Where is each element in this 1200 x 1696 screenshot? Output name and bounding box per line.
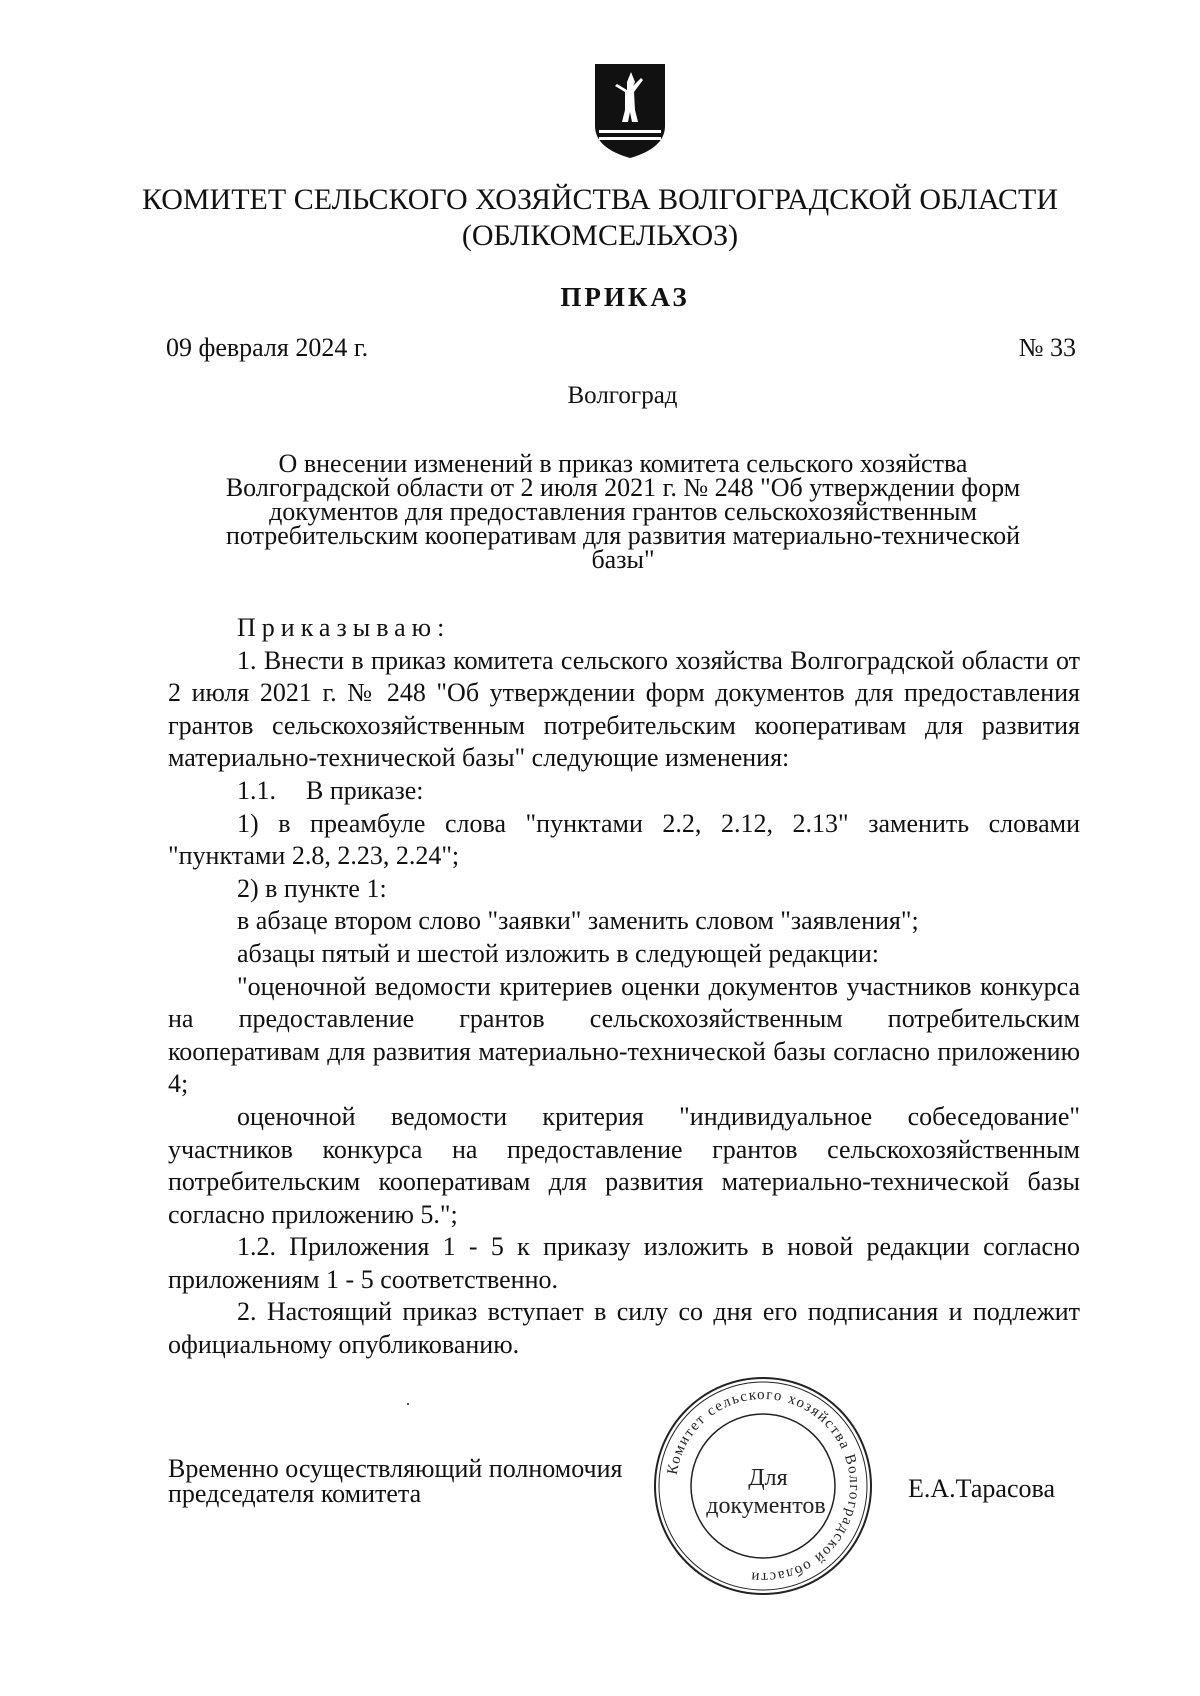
stamp-ring-text: Комитет сельского хозяйства Волгоградской области [664,1386,863,1586]
coat-of-arms-emblem [591,60,669,160]
title-line: О внесении изменений в приказ комитета сельского хозяйства [278,449,968,478]
title-line: базы" [591,545,655,574]
paragraph-1-2: 1.2. Приложения 1 - 5 к приказу изложить в новой редакции согласно приложениям 1 - 5 соответственно. [168,1232,1080,1294]
document-number: № 33 [1018,333,1076,362]
signatory-position [168,1456,623,1506]
document-body [168,612,1080,1362]
title-line: потребительским кооперативам для развития материально-технической [226,521,1020,550]
paragraph-1-1-a: 1) в преамбуле слова "пунктами 2.2, 2.12, 2.13" заменить словами "пунктами 2.8, 2.23, 2.24"; [168,808,1080,871]
paragraph-1-1-number: 1.1. [237,775,276,805]
org-line-2: (ОБЛКОМСЕЛЬХОЗ) [461,219,739,252]
paragraph-1-1-b-1: в абзаце втором слово "заявки" заменить словом "заявления"; [237,906,919,936]
org-line-1: КОМИТЕТ СЕЛЬСКОГО ХОЗЯЙСТВА ВОЛГОГРАДСКОЙ ОБЛАСТИ [141,183,1059,216]
title-line: Волгоградской области от 2 июля 2021 г. № 248 "Об утверждении форм [225,473,1021,502]
scan-speck [407,1403,409,1405]
paragraph-2: 2. Настоящий приказ вступает в силу со дня его подписания и подлежит официальному опубликованию. [168,1297,1080,1360]
quote-paragraph-2: оценочной ведомости критерия "индивидуальное собеседование" участников конкурса на предоставление грантов сельскохозяйственным потребительским кооперативам для развития материально-технической базы согласно приложению 5."; [168,1101,1080,1229]
document-type: ПРИКАЗ [560,282,690,312]
document-title [170,449,1076,574]
stamp-center-line-1: Для [748,1465,788,1491]
document-date: 09 февраля 2024 г. [166,333,369,362]
organization-name [120,182,1080,254]
title-line: документов для предоставления грантов сельскохозяйственным [269,497,977,526]
signatory-position-line-1: Временно осуществляющий полномочия [168,1454,623,1483]
document-city: Волгоград [567,382,678,409]
stamp-center-line-2: документов [706,1493,826,1519]
quote-paragraph-1: "оценочной ведомости критериев оценки документов участников конкурса на предоставление грантов сельскохозяйственным потребительским кооперативам для развития материально-технической базы согласно приложению 4; [168,971,1080,1099]
paragraph-1-1 [168,775,1080,808]
signatory-position-line-2: председателя комитета [168,1479,422,1508]
paragraph-1-1-text: В приказе: [306,775,424,805]
order-word: Приказываю: [237,613,451,642]
official-round-stamp [648,1371,878,1601]
paragraph-1-1-b-2: абзацы пятый и шестой изложить в следующей редакции: [237,938,879,968]
paragraph-1-1-b: 2) в пункте 1: [237,873,387,903]
signatory-name: Е.А.Тарасова [908,1474,1055,1503]
paragraph-1: 1. Внести в приказ комитета сельского хозяйства Волгоградской области от 2 июля 2021 г. № 248 "Об утверждении форм документов для предоставления грантов сельскохозяйственным потребительским кооперативам для развития материально-технической базы" следующие изменения: [168,645,1080,773]
